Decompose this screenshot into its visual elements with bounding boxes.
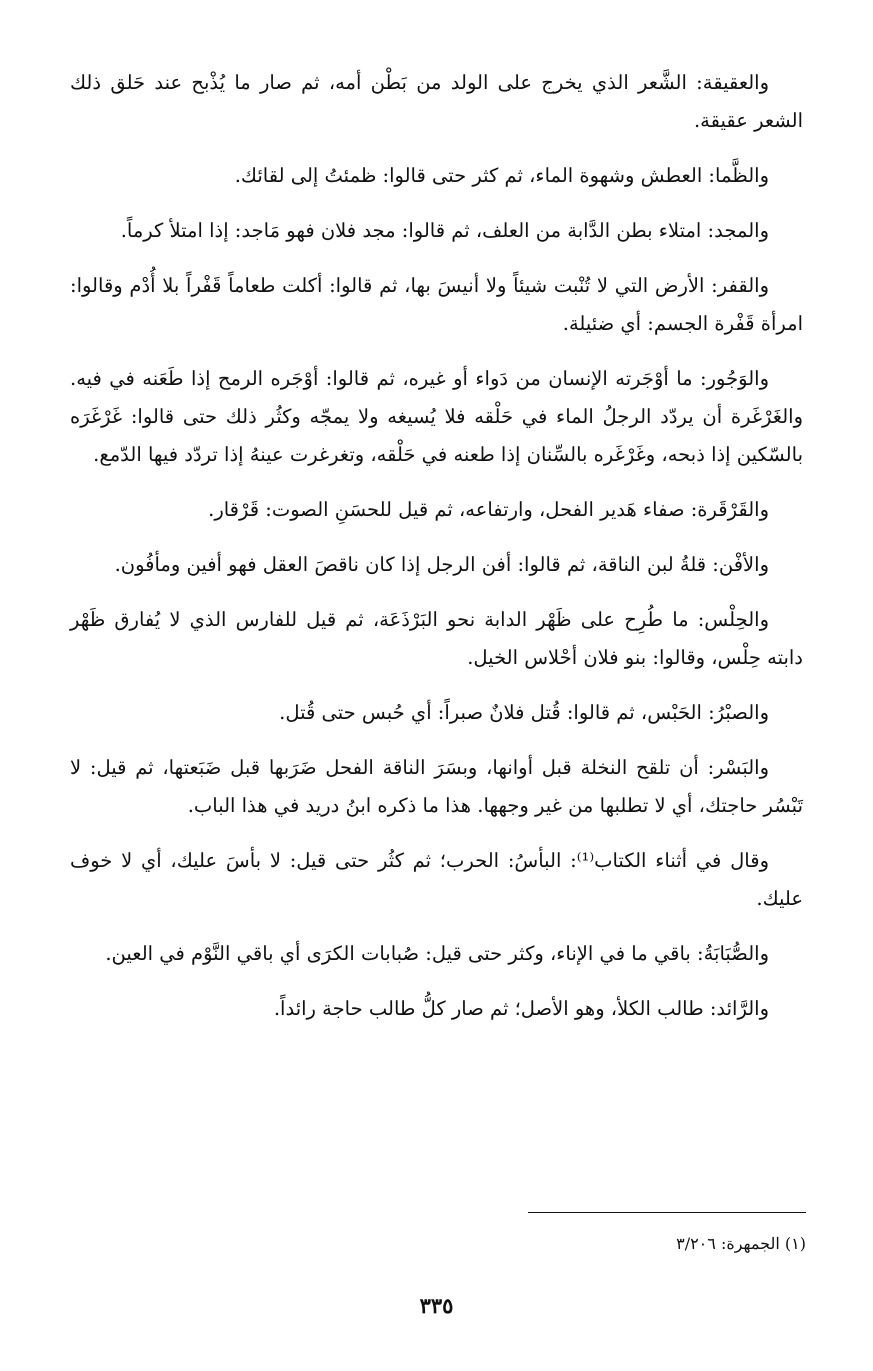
- paragraph-bas: وقال في أثناء الكتاب⁽¹⁾: البأسُ: الحرب؛ ثم كثُر حتى قيل: لا بأسَ عليك، أي لا خوف عليك.: [70, 849, 803, 910]
- paragraph-basr: والبَسْر: أن تلقح النخلة قبل أوانها، وبسَرَ الناقة الفحل ضَرَبها قبل ضَبَعتها، ثم قيل: لا تَبْسُر حاجتك، أي لا تطلبها من غير وجهها. هذا ما ذكره ابنُ دريد في هذا الباب.: [70, 756, 803, 817]
- paragraph-zama: والظَّما: العطش وشهوة الماء، ثم كثر حتى قالوا: ظمئتُ إلى لقائك.: [234, 164, 769, 187]
- footnote-divider: [528, 1212, 806, 1213]
- paragraph-afn: والأفْن: قلةُ لبن الناقة، ثم قالوا: أفن الرجل إذا كان ناقصَ العقل فهو أفين ومأفُون.: [114, 553, 769, 576]
- paragraph-qarqara: والقَرْقَرة: صفاء هَدير الفحل، وارتفاعه، ثم قيل للحسَنِ الصوت: قَرْقار.: [208, 498, 769, 521]
- paragraph-majd: والمجد: امتلاء بطن الدَّابة من العلف، ثم قالوا: مجد فلان فهو مَاجد: إذا امتلأ كرماً.: [120, 219, 769, 242]
- footnote: (١) الجمهرة: ٣/٢٠٦: [676, 1234, 806, 1253]
- paragraph-aqiqa: والعقيقة: الشَّعر الذي يخرج على الولد من بَطْن أمه، ثم صار ما يُذْبح عند حَلق ذلك الشعر عقيقة.: [70, 71, 803, 132]
- paragraph-subaba: والصُّبَابَةُ: باقي ما في الإناء، وكثر حتى قيل: صُبابات الكرَى أي باقي النَّوْم في العين.: [105, 942, 769, 965]
- page-number: ٣٣٥: [419, 1293, 454, 1318]
- paragraph-wajur: والوَجُور: ما أوْجَرته الإنسان من دَواء أو غيره، ثم قالوا: أوْجَره الرمح إذا طَعَنه في فيه. والغَرْغَرة أن يردّد الرجلُ الماء في حَلْقه فلا يُسيغه ولا يمجّه وكثُر ذلك حتى قالوا: غَرْغَرَه بالسّكين إذا ذبحه، وغَرْغَره بالسِّنان إذا طعنه في حَلْقه، وتغرغرت عينهُ إذا تردّد فيها الدّمع.: [70, 367, 803, 466]
- paragraph-hils: والحِلْس: ما طُرِح على ظَهْر الدابة نحو البَرْذَعَة، ثم قيل للفارس الذي لا يُفارق ظَهْر دابته حِلْس، وقالوا: بنو فلان أحْلاس الخيل.: [70, 608, 803, 669]
- paragraph-sabr: والصبْرُ: الحَبْس، ثم قالوا: قُتل فلانٌ صبراً: أي حُبس حتى قُتل.: [279, 701, 769, 724]
- paragraph-qafr: والقفر: الأرض التي لا تُنْبت شيئاً ولا أنيسَ بها، ثم قالوا: أكلت طعاماً قَفْراً بلا أُدْم وقالوا: امرأة قَفْرة الجسم: أي ضئيلة.: [70, 274, 803, 335]
- paragraph-raid: والرَّائد: طالب الكلأ، وهو الأصل؛ ثم صار كلُّ طالب حاجة رائداً.: [273, 997, 769, 1020]
- main-text: [70, 64, 803, 1045]
